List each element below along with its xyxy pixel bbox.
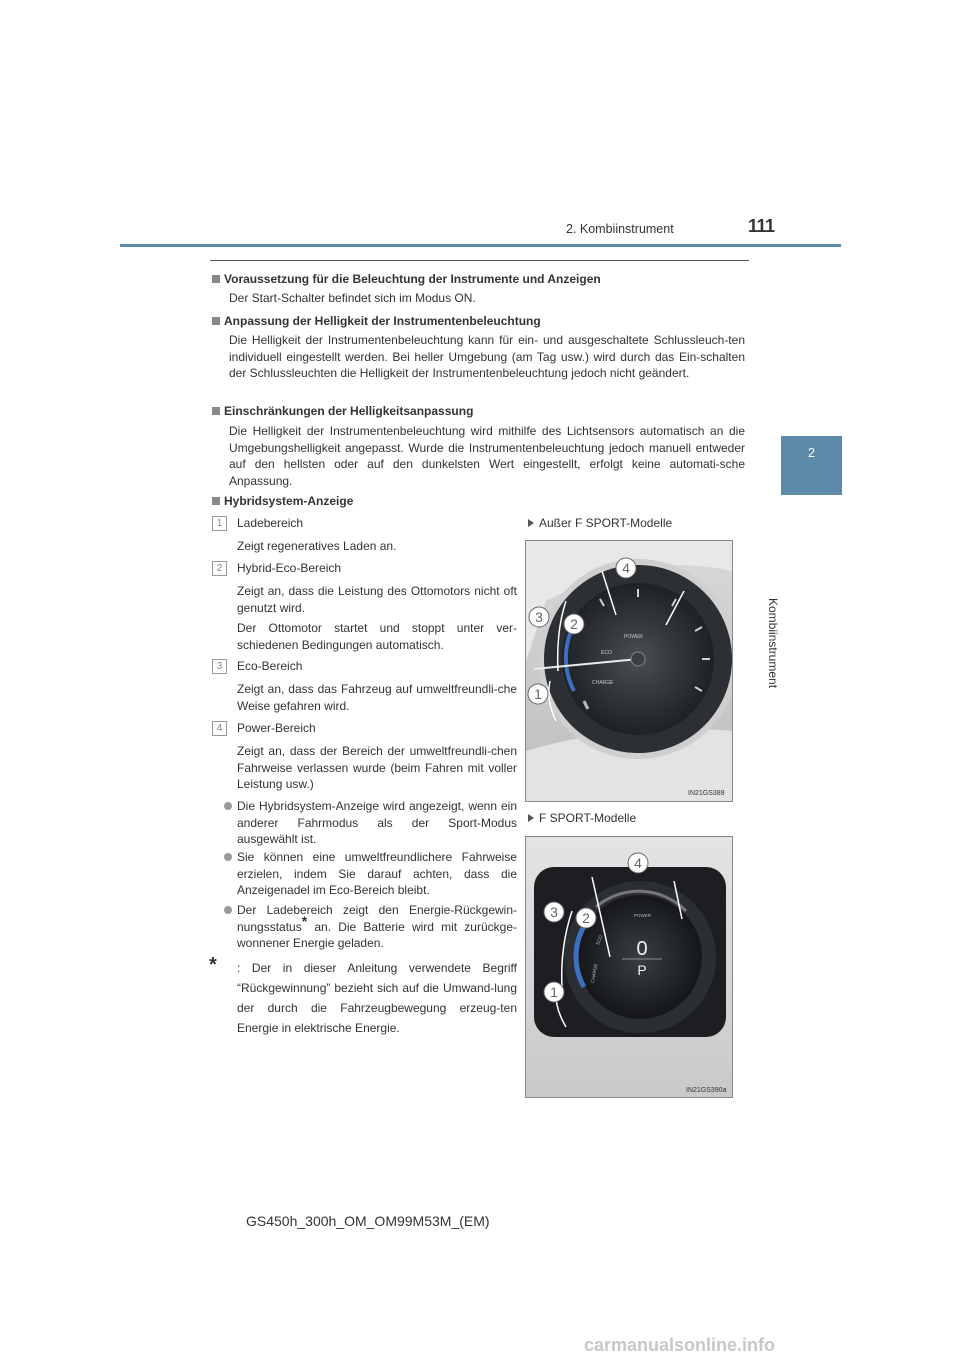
footnote-text: : Der in dieser Anleitung verwendete Begriff “Rückgewinnung” bezieht sich auf die Umwand-lung der durch die Fahrzeugbewegung erzeug-ten Energie in elektrische Energie.: [237, 961, 517, 1035]
bullet-item: [223, 798, 517, 848]
callout-2: 2: [582, 910, 590, 926]
callout-3: 3: [550, 904, 558, 920]
figure-caption-text: F SPORT-Modelle: [539, 811, 637, 825]
figure-code: IN21GS389: [688, 790, 725, 797]
gauge-label-eco: ECO: [601, 650, 612, 656]
watermark: carmanualsonline.info: [584, 1335, 776, 1355]
item-label: Eco-Bereich: [237, 659, 303, 673]
callout-1: 1: [534, 686, 542, 702]
square-bullet-icon: [212, 317, 220, 325]
section-heading-text: Anpassung der Helligkeit der Instrumentenbeleuchtung: [224, 314, 541, 328]
callout-3: 3: [535, 609, 543, 625]
item-number: 2: [212, 561, 227, 576]
callout-1: 1: [550, 984, 558, 1000]
square-bullet-icon: [212, 275, 220, 283]
gauge-label-charge: CHARGE: [590, 963, 599, 984]
item-desc: Zeigt regeneratives Laden an.: [237, 539, 397, 553]
gauge-label-power: POWER: [624, 634, 643, 640]
header-rule: [120, 244, 841, 247]
bullet-item: [223, 849, 517, 899]
chapter-tab: [781, 436, 842, 495]
square-bullet-icon: [212, 497, 220, 505]
chapter-title: 2. Kombiinstrument: [566, 222, 674, 236]
model-code: GS450h_300h_OM_OM99M53M_(EM): [246, 1213, 490, 1229]
item-number: 3: [212, 659, 227, 674]
speed-readout: 0: [636, 938, 648, 960]
section-heading: [212, 314, 541, 328]
chapter-tab-number: 2: [808, 446, 815, 460]
chapter-tab-label: Kombiinstrument: [766, 598, 780, 689]
item-number: 1: [212, 516, 227, 531]
figure-caption: [528, 516, 672, 530]
bullet-dot-icon: [224, 802, 232, 810]
bullet-dot-icon: [224, 906, 232, 914]
bullet-dot-icon: [224, 853, 232, 861]
section-body: Die Helligkeit der Instrumentenbeleuchtung kann für ein- und ausgeschaltete Schlussleuch-ten individuell eingestellt werden. Bei heller Umgebung (am Tag usw.) wird durch das Ein-schalten der Schlussleuchten die Helligkeit der Instrumentenbeleuchtung jedoch nicht geändert.: [229, 333, 745, 380]
hybrid-gauge-illustration: [526, 837, 732, 1097]
callout-2: 2: [570, 616, 578, 632]
square-bullet-icon: [212, 407, 220, 415]
gauge-figure-standard: [525, 540, 733, 802]
section-heading: [212, 404, 473, 418]
bullet-text: Der Ladebereich zeigt den Energie-Rückgewin-nungsstatus: [237, 903, 517, 934]
callout-4: 4: [622, 560, 630, 576]
triangle-pointer-icon: [528, 519, 534, 527]
section-heading-text: Einschränkungen der Helligkeitsanpassung: [224, 404, 474, 418]
item-number: 4: [212, 721, 227, 736]
section-heading: [212, 494, 353, 508]
hybrid-gauge-illustration: [526, 541, 732, 801]
footnote-star: *: [209, 954, 217, 976]
section-heading: [212, 272, 601, 286]
callout-4: 4: [634, 855, 642, 871]
item-label: Hybrid-Eco-Bereich: [237, 561, 342, 575]
triangle-pointer-icon: [528, 814, 534, 822]
item-desc: Zeigt an, dass der Bereich der umweltfreundli-chen Fahrweise verlassen wurde (beim Fahren mit voller Leistung usw.): [237, 744, 517, 791]
gear-readout: P: [637, 962, 647, 978]
bullet-item: [223, 902, 517, 952]
figure-caption: [528, 811, 636, 825]
item-label: Ladebereich: [237, 516, 304, 530]
section-rule: [210, 260, 749, 261]
footnote: [222, 958, 517, 1038]
section-body: Der Start-Schalter befindet sich im Modus ON.: [229, 291, 476, 305]
item-label: Power-Bereich: [237, 721, 316, 735]
gauge-label-power: POWER: [634, 913, 652, 918]
gauge-label-charge: CHARGE: [592, 680, 614, 686]
section-body: Die Helligkeit der Instrumentenbeleuchtung wird mithilfe des Lichtsensors automatisch an die Umgebungshelligkeit angepasst. Wurde die Instrumentenbeleuchtung jedoch manuell entweder auf den hellsten oder auf den dunkelsten Wert eingestellt, erfolgt keine automati-sche Anpassung.: [229, 424, 745, 488]
bullet-text: Die Hybridsystem-Anzeige wird angezeigt, wenn ein anderer Fahrmodus als der Sport-Modus ausgewählt ist.: [237, 799, 517, 846]
item-desc: Der Ottomotor startet und stoppt unter ver-schiedenen Bedingungen automatisch.: [237, 621, 517, 652]
bullet-text: Sie können eine umweltfreundlichere Fahrweise erzielen, indem Sie darauf achten, dass die Anzeigenadel im Eco-Bereich bleibt.: [237, 850, 517, 897]
figure-code: IN21GS390a: [686, 1087, 727, 1094]
bullet-text: an. Die Batterie wird mit zurückge-wonnener Energie geladen.: [237, 919, 517, 950]
figure-caption-text: Außer F SPORT-Modelle: [539, 516, 673, 530]
gauge-label-eco: ECO: [595, 934, 604, 946]
footnote-marker: *: [301, 912, 308, 929]
section-heading-text: Voraussetzung für die Beleuchtung der Instrumente und Anzeigen: [224, 272, 601, 286]
section-heading-text: Hybridsystem-Anzeige: [224, 494, 354, 508]
item-desc: Zeigt an, dass das Fahrzeug auf umweltfreundli-che Weise gefahren wird.: [237, 682, 517, 713]
page-number: 111: [748, 216, 775, 236]
item-desc: Zeigt an, dass die Leistung des Ottomotors nicht oft genutzt wird.: [237, 584, 517, 615]
gauge-figure-fsport: [525, 836, 733, 1098]
